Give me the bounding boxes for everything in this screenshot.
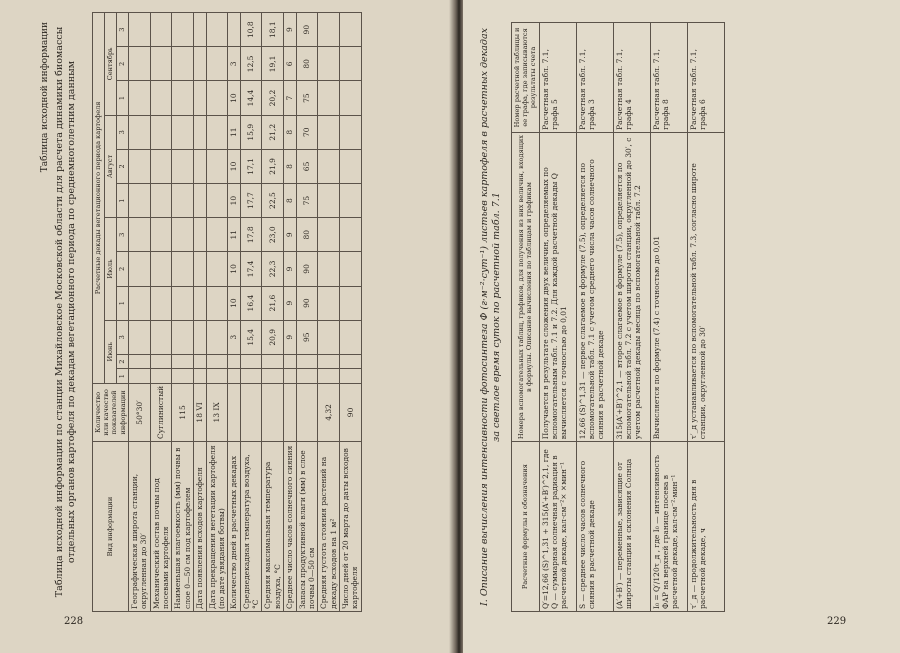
decade-value bbox=[340, 115, 362, 149]
decade-value bbox=[150, 81, 172, 115]
decade-value bbox=[318, 320, 340, 354]
header-info-type: Вид информации bbox=[93, 442, 129, 612]
decade-value bbox=[150, 218, 172, 252]
description-cell: 315(A′+B′)^2,1 — второе слагаемое в формуле (7.5), определяется по вспомогательной табл. 7.2 с учетом широты станции, округленной до 30′, с учетом расчетной декады месяца по вспомогательной табл. 7.2 bbox=[613, 132, 650, 441]
decade-value: 90 bbox=[296, 252, 318, 286]
decade-value: 9 bbox=[284, 252, 296, 286]
row-value: 50°30′ bbox=[128, 383, 150, 441]
decade-value bbox=[172, 149, 194, 183]
decade-value: 80 bbox=[296, 218, 318, 252]
right-rotated-content bbox=[477, 12, 887, 622]
row-value: 18 VI bbox=[194, 383, 206, 441]
decade-value bbox=[296, 354, 318, 368]
decade-value: 15,9 bbox=[240, 115, 262, 149]
decade-value: 10 bbox=[228, 252, 240, 286]
table-row bbox=[650, 23, 687, 612]
decade-value bbox=[150, 369, 172, 383]
table-title: Таблица исходной информации по станции Михайловское Московской области для расчета динамики биомассы отдельных органов картофеля по декадам вегетационного периода по среднемноголетним данным bbox=[54, 26, 77, 598]
decade-value: 75 bbox=[296, 184, 318, 218]
table-row bbox=[206, 13, 228, 612]
target-cell: Расчетная табл. 7.1, графа 4 bbox=[613, 23, 650, 133]
decade-value bbox=[128, 218, 150, 252]
decade-value: 10,8 bbox=[240, 13, 262, 47]
decade-value: 14,4 bbox=[240, 81, 262, 115]
decade-value bbox=[194, 115, 206, 149]
table-row bbox=[340, 13, 362, 612]
decade-number: 1 bbox=[116, 81, 128, 115]
row-value: 13 IX bbox=[206, 383, 228, 441]
table-row bbox=[296, 13, 318, 612]
decade-value bbox=[206, 252, 228, 286]
decade-value bbox=[240, 369, 262, 383]
header-quantity: Количество или качество показателей информации bbox=[93, 383, 129, 441]
decade-value bbox=[128, 149, 150, 183]
decade-value: 21,2 bbox=[262, 115, 284, 149]
decade-value bbox=[318, 369, 340, 383]
decade-value bbox=[340, 369, 362, 383]
decade-value bbox=[128, 81, 150, 115]
decade-value bbox=[194, 354, 206, 368]
decade-value: 10 bbox=[228, 184, 240, 218]
table-row bbox=[284, 13, 296, 612]
decade-value bbox=[340, 218, 362, 252]
decade-value bbox=[340, 286, 362, 320]
decade-value bbox=[194, 184, 206, 218]
decade-value bbox=[128, 184, 150, 218]
decade-value: 7 bbox=[284, 81, 296, 115]
decade-value bbox=[318, 184, 340, 218]
decade-value: 10 bbox=[228, 286, 240, 320]
decade-value bbox=[318, 13, 340, 47]
row-value: Суглинистый bbox=[150, 383, 172, 441]
decade-value bbox=[172, 354, 194, 368]
header-description: Номера вспомогательных таблиц, графиков, для получения из них величин, входящих в формулы. Описание вычисления по таблицам и графикам bbox=[512, 132, 540, 441]
decade-value bbox=[206, 184, 228, 218]
decade-value: 65 bbox=[296, 149, 318, 183]
decade-value bbox=[172, 47, 194, 81]
description-cell: Вычисляется по формуле (7.4) с точностью до 0,01 bbox=[650, 132, 687, 441]
decade-value: 17,7 bbox=[240, 184, 262, 218]
photosynthesis-calc-table bbox=[511, 22, 725, 612]
row-label: Средняя максимальная температура воздуха, °С bbox=[262, 442, 284, 612]
row-label: Дата появления всходов картофеля bbox=[194, 442, 206, 612]
decade-number: 2 bbox=[116, 149, 128, 183]
formula-cell: I₀ = Q′/120τ_д , где I₀ — интенсивность ФАР на верхней границе посева в расчетной декаде, кал·см⁻²·мин⁻¹ bbox=[650, 442, 687, 612]
source-info-table bbox=[92, 12, 362, 612]
target-cell: Расчетная табл. 7.1, графа 8 bbox=[650, 23, 687, 133]
row-value: 90 bbox=[340, 383, 362, 441]
decade-value bbox=[172, 252, 194, 286]
decade-value bbox=[318, 252, 340, 286]
target-cell: Расчетная табл. 7.1, графа 3 bbox=[576, 23, 613, 133]
decade-number: 1 bbox=[116, 369, 128, 383]
decade-value bbox=[172, 81, 194, 115]
decade-value bbox=[194, 320, 206, 354]
row-label: Количество дней в расчетных декадах bbox=[228, 442, 240, 612]
decade-value bbox=[150, 13, 172, 47]
decade-value bbox=[206, 286, 228, 320]
decade-number: 2 bbox=[116, 354, 128, 368]
decade-value: 9 bbox=[284, 320, 296, 354]
decade-number: 1 bbox=[116, 184, 128, 218]
decade-value bbox=[128, 115, 150, 149]
decade-value: 11 bbox=[228, 115, 240, 149]
decade-number: 3 bbox=[116, 218, 128, 252]
decade-value: 95 bbox=[296, 320, 318, 354]
row-label: Число дней от 20 марта до даты всходов картофеля bbox=[340, 442, 362, 612]
decade-value bbox=[262, 354, 284, 368]
decade-value bbox=[150, 149, 172, 183]
decade-value bbox=[194, 218, 206, 252]
formula-cell: τ′_д — продолжительность дня в расчетной декаде, ч bbox=[687, 442, 724, 612]
decade-value bbox=[318, 354, 340, 368]
decade-value bbox=[150, 184, 172, 218]
decade-value bbox=[194, 81, 206, 115]
table-row bbox=[172, 13, 194, 612]
decade-value: 19,1 bbox=[262, 47, 284, 81]
decade-value bbox=[172, 13, 194, 47]
decade-value bbox=[150, 47, 172, 81]
row-value bbox=[228, 383, 240, 441]
decade-number: 3 bbox=[116, 320, 128, 354]
table-row bbox=[613, 23, 650, 612]
table-row bbox=[576, 23, 613, 612]
row-label: Наименьшая влагоемкость (мм) почвы в слое 0—50 см под картофелем bbox=[172, 442, 194, 612]
decade-value: 20,9 bbox=[262, 320, 284, 354]
decade-value bbox=[206, 354, 228, 368]
decade-number: 2 bbox=[116, 252, 128, 286]
decade-value bbox=[284, 354, 296, 368]
decade-value bbox=[128, 47, 150, 81]
decade-value: 9 bbox=[284, 218, 296, 252]
header-month: Август bbox=[104, 115, 116, 218]
decade-value bbox=[340, 13, 362, 47]
header-month: Июнь bbox=[104, 320, 116, 383]
decade-value: 8 bbox=[284, 115, 296, 149]
decade-value bbox=[318, 286, 340, 320]
row-value: 4,32 bbox=[318, 383, 340, 441]
decade-value bbox=[150, 286, 172, 320]
table-row bbox=[687, 23, 724, 612]
decade-value: 15,4 bbox=[240, 320, 262, 354]
decade-value bbox=[206, 149, 228, 183]
page-number-left: 228 bbox=[64, 616, 84, 627]
section-title: I. Описание вычисления интенсивности фотосинтеза Φ (г·м⁻²·сут⁻¹) листьев картофеля в расчетных декадах за светлое время суток по расчетной табл. 7.1 bbox=[479, 28, 502, 606]
decade-value bbox=[340, 320, 362, 354]
header-decades-group: Расчетные декады вегетационного периода картофеля bbox=[93, 13, 105, 384]
decade-value: 11 bbox=[228, 218, 240, 252]
running-title: Таблица исходной информации bbox=[40, 22, 50, 173]
decade-value bbox=[318, 149, 340, 183]
decade-value bbox=[150, 115, 172, 149]
row-value bbox=[284, 383, 296, 441]
decade-value bbox=[128, 252, 150, 286]
header-formulas: Расчетные формулы и обозначения bbox=[512, 442, 540, 612]
decade-value: 18,1 bbox=[262, 13, 284, 47]
decade-value: 21,9 bbox=[262, 149, 284, 183]
decade-value bbox=[172, 218, 194, 252]
decade-value bbox=[150, 320, 172, 354]
decade-value bbox=[172, 320, 194, 354]
row-value: 115 bbox=[172, 383, 194, 441]
decade-value: 80 bbox=[296, 47, 318, 81]
decade-value bbox=[194, 47, 206, 81]
decade-value bbox=[172, 115, 194, 149]
decade-value: 22,5 bbox=[262, 184, 284, 218]
description-cell: τ′_д устанавливается по вспомогательной табл. 7.3, согласно широте станции, округленной до 30′ bbox=[687, 132, 724, 441]
table-row bbox=[194, 13, 206, 612]
decade-value bbox=[318, 115, 340, 149]
decade-value bbox=[340, 184, 362, 218]
decade-value bbox=[228, 13, 240, 47]
decade-number: 1 bbox=[116, 286, 128, 320]
decade-value: 20,2 bbox=[262, 81, 284, 115]
decade-value bbox=[318, 81, 340, 115]
table-row bbox=[318, 13, 340, 612]
decade-value: 16,4 bbox=[240, 286, 262, 320]
decade-value: 90 bbox=[296, 13, 318, 47]
decade-value bbox=[228, 354, 240, 368]
page-number-right: 229 bbox=[827, 616, 847, 627]
formula-cell: (A′+B′) — переменные, зависящие от широты станции и склонения Солнца bbox=[613, 442, 650, 612]
decade-value bbox=[240, 354, 262, 368]
decade-value bbox=[296, 369, 318, 383]
decade-value: 17,4 bbox=[240, 252, 262, 286]
row-label: Дата прекращения вегетации картофеля (по дате увядания ботвы) bbox=[206, 442, 228, 612]
decade-number: 3 bbox=[116, 13, 128, 47]
table-row bbox=[150, 13, 172, 612]
formula-cell: Q′=12,66 (S)^1,31 + 315(A′+B′)^2,1, где Q — суммарная солнечная радиация в расчетной декаде, кал·см⁻²× ×мин⁻¹ bbox=[539, 442, 576, 612]
decade-value bbox=[194, 13, 206, 47]
formula-cell: S — среднее число часов солнечного сияния в расчетной декаде bbox=[576, 442, 613, 612]
decade-value bbox=[206, 81, 228, 115]
row-value bbox=[240, 383, 262, 441]
decade-value bbox=[194, 286, 206, 320]
decade-value: 9 bbox=[284, 13, 296, 47]
header-target: Номер расчетной таблицы и ее графа, где записываются результаты счета bbox=[512, 23, 540, 133]
row-value bbox=[262, 383, 284, 441]
row-label: Механический состав почвы под посевами картофеля bbox=[150, 442, 172, 612]
table-row bbox=[128, 13, 150, 612]
decade-value bbox=[262, 369, 284, 383]
decade-value: 8 bbox=[284, 149, 296, 183]
decade-value bbox=[206, 320, 228, 354]
decade-value bbox=[172, 286, 194, 320]
target-cell: Расчетная табл. 7.1, графа 6 bbox=[687, 23, 724, 133]
description-cell: Получается в результате сложения двух величин, определяемых по вспомогательным табл. 7.1 и 7.2. Для каждой расчетной декады Q вычисляется с точностью до 0,01 bbox=[539, 132, 576, 441]
decade-value: 21,6 bbox=[262, 286, 284, 320]
decade-value bbox=[206, 47, 228, 81]
decade-value: 12,5 bbox=[240, 47, 262, 81]
left-rotated-content bbox=[40, 7, 440, 632]
right-page bbox=[463, 0, 900, 653]
decade-number: 3 bbox=[116, 115, 128, 149]
decade-value bbox=[128, 320, 150, 354]
decade-value bbox=[172, 184, 194, 218]
decade-value bbox=[150, 354, 172, 368]
decade-value bbox=[128, 369, 150, 383]
decade-value bbox=[206, 369, 228, 383]
decade-value bbox=[128, 354, 150, 368]
decade-value: 23,0 bbox=[262, 218, 284, 252]
decade-value bbox=[206, 218, 228, 252]
decade-value bbox=[340, 81, 362, 115]
decade-value bbox=[340, 47, 362, 81]
decade-value: 70 bbox=[296, 115, 318, 149]
row-label: Среднедекадная температура воздуха, °С bbox=[240, 442, 262, 612]
row-value bbox=[296, 383, 318, 441]
decade-value: 9 bbox=[284, 286, 296, 320]
decade-value bbox=[194, 149, 206, 183]
row-label: Географическая широта станции, округленная до 30′ bbox=[128, 442, 150, 612]
table-row bbox=[539, 23, 576, 612]
decade-value: 22,3 bbox=[262, 252, 284, 286]
table-row bbox=[228, 13, 240, 612]
table-row bbox=[240, 13, 262, 612]
decade-value bbox=[172, 369, 194, 383]
decade-value bbox=[206, 13, 228, 47]
decade-number: 2 bbox=[116, 47, 128, 81]
decade-value: 75 bbox=[296, 81, 318, 115]
decade-value: 10 bbox=[228, 149, 240, 183]
decade-value bbox=[150, 252, 172, 286]
decade-value: 3 bbox=[228, 320, 240, 354]
row-label: Средняя густота стояния растений на декаду всходов на 1 м² bbox=[318, 442, 340, 612]
decade-value bbox=[340, 252, 362, 286]
decade-value bbox=[340, 149, 362, 183]
target-cell: Расчетная табл. 7.1, графа 5 bbox=[539, 23, 576, 133]
decade-value bbox=[128, 286, 150, 320]
decade-value bbox=[318, 218, 340, 252]
decade-value: 10 bbox=[228, 81, 240, 115]
decade-value bbox=[194, 369, 206, 383]
table-row bbox=[262, 13, 284, 612]
decade-value bbox=[206, 115, 228, 149]
calc-rows bbox=[539, 23, 724, 612]
description-cell: 12,66 (S)^1,31 — первое слагаемое в формуле (7.5), определяется по вспомогательной табл. 7.1 с учетом среднего числа часов солнечного сияния в расчетной декаде bbox=[576, 132, 613, 441]
decade-value: 3 bbox=[228, 47, 240, 81]
row-label: Среднее число часов солнечного сияния bbox=[284, 442, 296, 612]
decade-value: 8 bbox=[284, 184, 296, 218]
decade-value bbox=[318, 47, 340, 81]
decade-value: 17,1 bbox=[240, 149, 262, 183]
decade-value: 90 bbox=[296, 286, 318, 320]
header-month: Июль bbox=[104, 218, 116, 321]
row-label: Запасы продуктивной влаги (мм) в слое почвы 0—50 см bbox=[296, 442, 318, 612]
decade-value: 6 bbox=[284, 47, 296, 81]
decade-value bbox=[284, 369, 296, 383]
decade-value bbox=[128, 13, 150, 47]
decade-value bbox=[194, 252, 206, 286]
decade-value bbox=[228, 369, 240, 383]
decade-value: 17,8 bbox=[240, 218, 262, 252]
decade-value bbox=[340, 354, 362, 368]
source-info-rows bbox=[128, 13, 361, 612]
header-month: Сентябрь bbox=[104, 13, 116, 116]
